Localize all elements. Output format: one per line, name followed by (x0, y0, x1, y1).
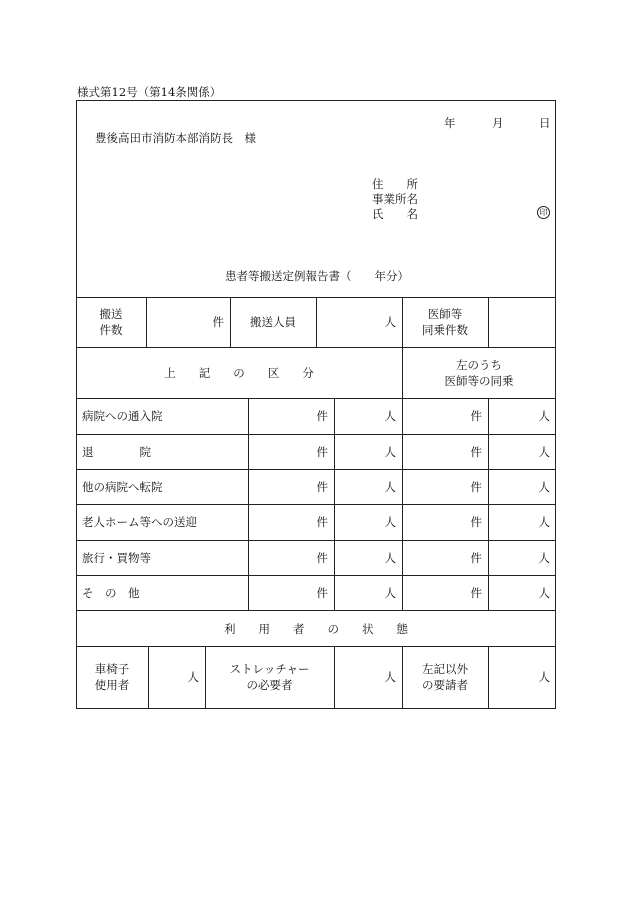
transport-persons-label: 搬送人員 (250, 315, 296, 329)
row-doctor-count-unit: 件 (470, 551, 482, 565)
row-persons-unit: 人 (384, 409, 396, 423)
wheelchair-users-unit: 人 (187, 670, 199, 684)
report-form-frame (76, 100, 556, 709)
row-count-unit: 件 (316, 586, 328, 600)
doctor-accompanied-header: 左のうち 医師等の同乗 (444, 358, 514, 388)
date-day-label: 日 (539, 116, 551, 130)
transport-count-unit: 件 (212, 315, 224, 329)
row-label: 旅行・買物等 (82, 551, 151, 565)
divider (488, 398, 489, 610)
row-doctor-persons-unit: 人 (538, 586, 550, 600)
divider (76, 504, 556, 505)
row-doctor-count-unit: 件 (470, 586, 482, 600)
transport-count-label: 搬送 件数 (99, 307, 123, 337)
row-persons-unit: 人 (384, 586, 396, 600)
row-doctor-persons-unit: 人 (538, 480, 550, 494)
divider (76, 398, 556, 399)
divider (76, 540, 556, 541)
office-name-label: 事業所名 (372, 192, 418, 206)
seal-mark: 印 (537, 206, 550, 219)
addressee-label: 豊後高田市消防本部消防長 様 (95, 131, 256, 145)
transport-persons-unit: 人 (384, 315, 396, 329)
row-label: 病院への通入院 (82, 409, 163, 423)
divider (334, 398, 335, 610)
row-label: 退 院 (82, 445, 151, 459)
row-doctor-count-unit: 件 (470, 480, 482, 494)
address-label: 住 所 (372, 177, 418, 191)
divider (402, 398, 403, 610)
row-persons-unit: 人 (384, 445, 396, 459)
row-label: 老人ホーム等への送迎 (82, 515, 197, 529)
doctor-count-label: 医師等 同乗件数 (422, 307, 468, 337)
row-persons-unit: 人 (384, 515, 396, 529)
stretcher-users-unit: 人 (384, 670, 396, 684)
applicant-name-label: 氏 名 (372, 207, 418, 221)
row-doctor-count-unit: 件 (470, 515, 482, 529)
divider (248, 398, 249, 610)
row-count-unit: 件 (316, 551, 328, 565)
row-label: 他の病院へ転院 (82, 480, 163, 494)
divider (488, 297, 489, 347)
form-number-label: 様式第12号（第14条関係） (77, 85, 222, 99)
divider (76, 347, 556, 348)
user-status-header: 利 用 者 の 状 態 (224, 622, 408, 636)
divider (76, 610, 556, 611)
other-requesters-unit: 人 (538, 670, 550, 684)
wheelchair-users-label: 車椅子 使用者 (94, 662, 130, 692)
row-doctor-persons-unit: 人 (538, 515, 550, 529)
row-count-unit: 件 (316, 445, 328, 459)
row-label: そ の 他 (82, 586, 140, 600)
row-doctor-persons-unit: 人 (538, 445, 550, 459)
row-doctor-count-unit: 件 (470, 409, 482, 423)
date-month-label: 月 (492, 116, 504, 130)
classification-header: 上 記 の 区 分 (164, 366, 314, 380)
row-persons-unit: 人 (384, 480, 396, 494)
report-title: 患者等搬送定例報告書（ 年分） (225, 269, 409, 283)
row-doctor-persons-unit: 人 (538, 551, 550, 565)
divider (76, 575, 556, 576)
date-year-label: 年 (444, 116, 456, 130)
row-persons-unit: 人 (384, 551, 396, 565)
row-count-unit: 件 (316, 515, 328, 529)
divider (76, 434, 556, 435)
other-requesters-label: 左記以外 の要請者 (422, 662, 468, 692)
row-doctor-persons-unit: 人 (538, 409, 550, 423)
row-count-unit: 件 (316, 409, 328, 423)
stretcher-users-label: ストレッチャー の必要者 (229, 662, 310, 692)
row-doctor-count-unit: 件 (470, 445, 482, 459)
divider (76, 469, 556, 470)
row-count-unit: 件 (316, 480, 328, 494)
